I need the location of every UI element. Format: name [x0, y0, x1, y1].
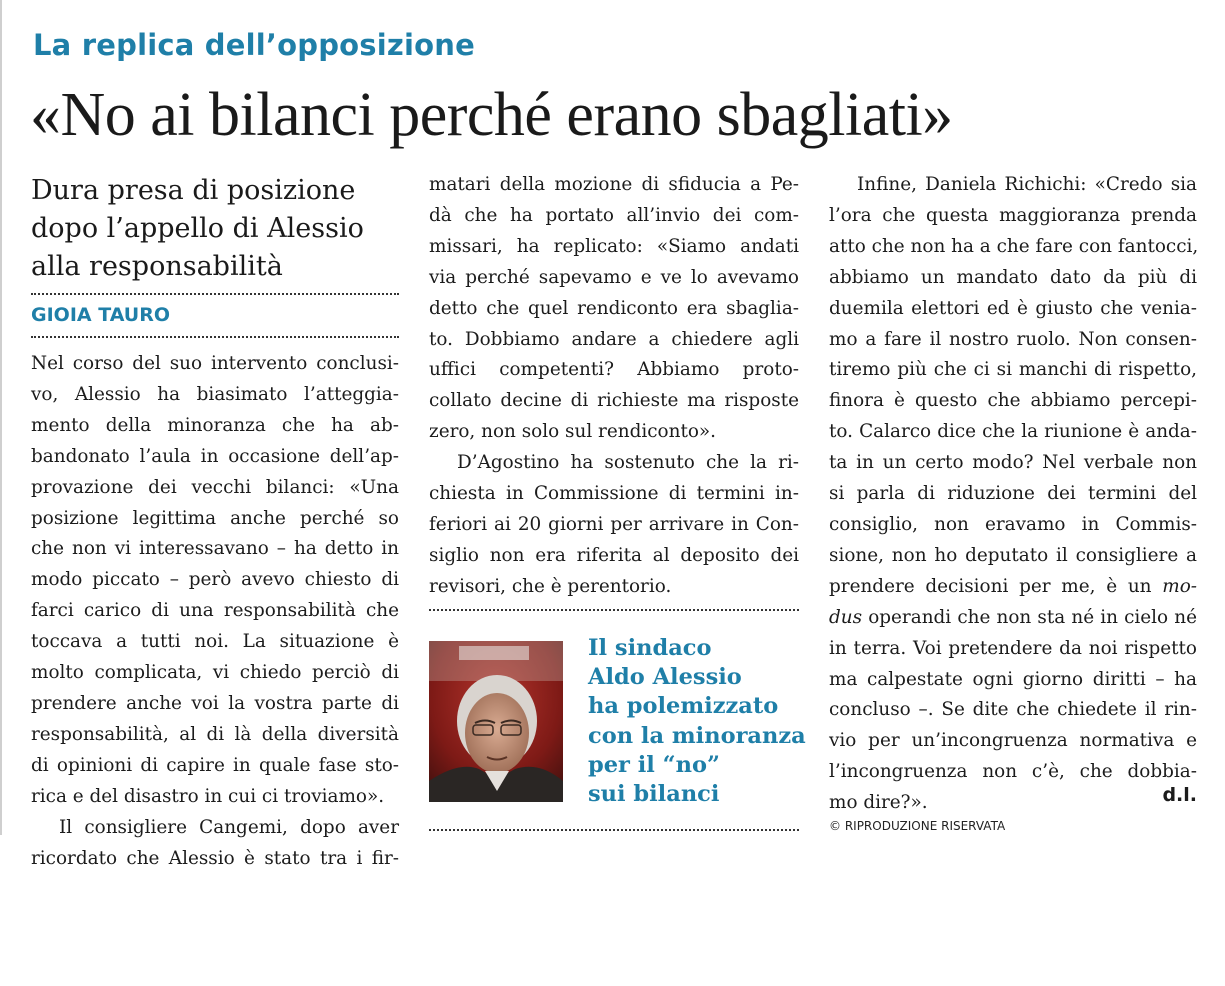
- byline: GIOIA TAURO: [31, 304, 171, 326]
- text-line: posizione legittima anche perché so: [31, 507, 399, 529]
- text-line: tiremo più che ci si manchi di rispetto,: [829, 359, 1197, 381]
- text-line: di opinioni di capire in quale fase sto-: [31, 754, 399, 776]
- text-line: matari della mozione di sfiducia a Pe-: [429, 174, 799, 195]
- text-line: si parla di riduzione dei termini del: [829, 483, 1197, 505]
- dotted-divider: [31, 293, 399, 295]
- text-line: l’incongruenza non c’è, che dobbia-: [829, 761, 1197, 783]
- text-line: modo piccato – però avevo chiesto di: [31, 569, 399, 591]
- text-line: concluso –. Se dite che chiedete il rin-: [829, 699, 1197, 721]
- text-line: sione, non ho deputato il consigliere a: [829, 544, 1197, 566]
- text-line: Nel corso del suo intervento conclusi-: [31, 353, 399, 374]
- text-line: to. Calarco dice che la riunione è anda-: [829, 421, 1197, 443]
- text-line: che non vi interessavano – ha detto in: [31, 538, 399, 560]
- text-line: consiglio, non eravamo in Commis-: [829, 513, 1197, 535]
- text-line: finora è questo che abbiamo percepi-: [829, 390, 1197, 412]
- article-column-1: [31, 349, 399, 874]
- text-line: Il consigliere Cangemi, dopo aver: [59, 816, 399, 838]
- text-line: detto che quel rendiconto era sbaglia-: [429, 297, 799, 319]
- mayor-portrait-photo: [429, 641, 563, 802]
- text-line: farci carico di una responsabilità che: [31, 600, 399, 622]
- text-line: ma calpestate ogni giorno diritti – ha: [829, 668, 1197, 690]
- article-column-2: [429, 170, 799, 603]
- subhead-line: alla responsabilità: [31, 251, 283, 282]
- italic-fragment: mo-: [1162, 575, 1197, 597]
- text-line: uffici competenti? Abbiamo proto-: [429, 359, 799, 381]
- headline: «No ai bilanci perché erano sbagliati»: [30, 81, 953, 149]
- text-line: duemila elettori ed è giusto che venia-: [829, 297, 1197, 319]
- article-column-3: [829, 170, 1197, 819]
- photo-caption: [588, 634, 806, 809]
- text-line: zero, non solo sul rendiconto».: [429, 421, 717, 443]
- subhead-line: Dura presa di posizione: [31, 175, 356, 206]
- text-line: [829, 572, 1197, 603]
- kicker: La replica dell’opposizione: [33, 28, 475, 62]
- text-line: collato decine di richieste ma risposte: [429, 390, 799, 412]
- subhead-line: dopo l’appello di Alessio: [31, 213, 364, 244]
- text-line: revisori, che è perentorio.: [429, 575, 672, 597]
- text-line: responsabilità, al di là della diversità: [31, 723, 399, 745]
- text-line: siglio non era riferita al deposito dei: [429, 544, 799, 566]
- text-line: mento della minoranza che ha ab-: [31, 414, 399, 436]
- text-line: rica e del disastro in cui ci troviamo».: [31, 785, 385, 807]
- text-line: mo a fare il nostro ruolo. Non consen-: [829, 328, 1197, 350]
- text-line: bandonato l’aula in occasione dell’ap-: [31, 445, 399, 467]
- text-fragment: operandi che non sta né in cielo né: [862, 606, 1197, 628]
- text-fragment: prendere decisioni per me, è un: [829, 575, 1163, 597]
- text-line: toccava a tutti noi. La situazione è: [31, 631, 399, 653]
- text-line: dà che ha portato all’invio dei com-: [429, 204, 799, 226]
- caption-line: ha polemizzato: [588, 693, 779, 720]
- text-line: mo dire?».: [829, 792, 928, 814]
- dotted-divider: [31, 336, 399, 338]
- text-line: ta in un certo modo? Nel verbale non: [829, 452, 1197, 474]
- text-line: missari, ha replicato: «Siamo andati: [429, 235, 799, 257]
- italic-fragment: dus: [829, 606, 863, 628]
- subhead: [31, 172, 401, 286]
- text-line: vio per un’incongruenza normativa e: [829, 730, 1197, 752]
- text-line: via perché sapevamo e ve lo avevamo: [429, 266, 799, 288]
- text-line: abbiamo un mandato dato da più di: [829, 266, 1197, 288]
- text-line: l’ora che questa maggioranza prenda: [829, 204, 1197, 226]
- text-line: D’Agostino ha sostenuto che la ri-: [457, 452, 799, 474]
- text-line: prendere anche voi la vostra parte di: [31, 692, 399, 714]
- caption-line: per il “no”: [588, 751, 720, 778]
- caption-line: con la minoranza: [588, 722, 806, 749]
- caption-line: sui bilanci: [588, 781, 720, 808]
- dotted-divider: [429, 609, 799, 611]
- copyright-notice: © RIPRODUZIONE RISERVATA: [829, 819, 1006, 833]
- text-line: in terra. Voi pretendere da noi rispetto: [829, 637, 1197, 659]
- text-line: [829, 603, 1197, 634]
- dotted-divider: [429, 829, 799, 831]
- text-line: molto complicata, vi chiedo perciò di: [31, 662, 399, 684]
- text-line: vo, Alessio ha biasimato l’atteggia-: [31, 383, 399, 405]
- text-line: to. Dobbiamo andare a chiedere agli: [429, 328, 799, 350]
- author-signature: d.l.: [1162, 784, 1197, 806]
- text-line: atto che non ha a che fare con fantocci,: [829, 235, 1199, 257]
- text-line: provazione dei vecchi bilanci: «Una: [31, 476, 399, 498]
- text-line: ricordato che Alessio è stato tra i fir-: [31, 847, 399, 869]
- text-line: feriori ai 20 giorni per arrivare in Con-: [429, 513, 799, 535]
- text-line: Infine, Daniela Richichi: «Credo sia: [857, 174, 1197, 195]
- caption-line: Il sindaco: [588, 635, 712, 661]
- caption-line: Aldo Alessio: [588, 664, 742, 691]
- left-column-rule: [0, 0, 2, 835]
- text-line: chiesta in Commissione di termini in-: [429, 483, 799, 505]
